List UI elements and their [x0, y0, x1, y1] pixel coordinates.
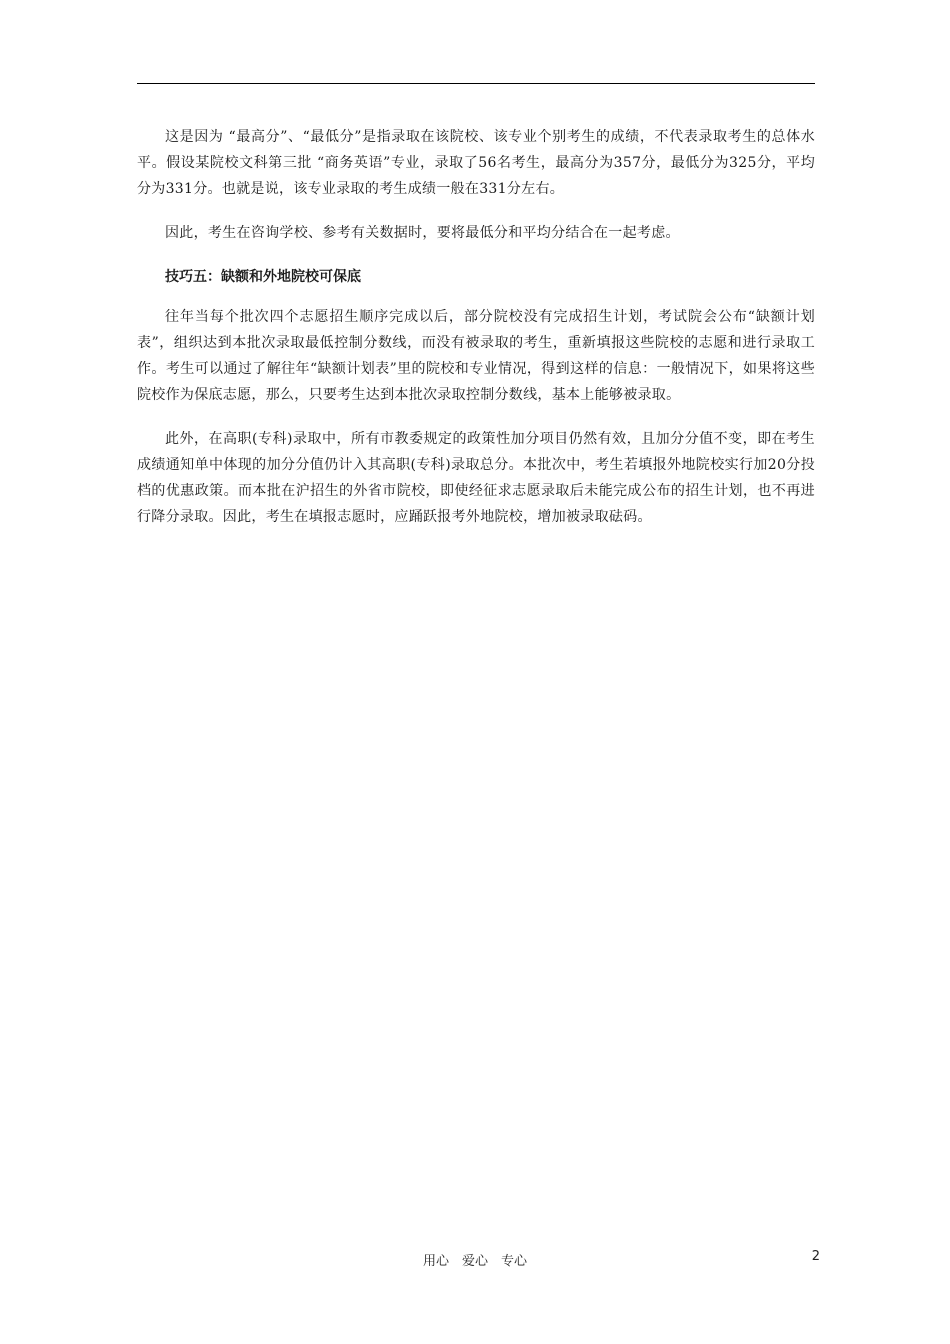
- paragraph-4: 此外，在高职(专科)录取中，所有市教委规定的政策性加分项目仍然有效，且加分分值不变，即在考生成绩通知单中体现的加分分值仍计入其高职(专科)录取总分。本批次中，考生若填报外地院校实行加20分投档的优惠政策。而本批在沪招生的外省市院校，即使经征求志愿录取后未能完成公布的招生计划，也不再进行降分录取。因此，考生在填报志愿时，应踊跃报考外地院校，增加被录取砝码。: [137, 431, 815, 525]
- header-rule: [137, 83, 815, 84]
- page-number: 2: [811, 1249, 820, 1264]
- paragraph-1: 这是因为 “最高分”、“最低分”是指录取在该院校、该专业个别考生的成绩，不代表录取考生的总体水平。假设某院校文科第三批 “商务英语”专业，录取了56名考生，最高分为357分，最低分为325分，平均分为331分。也就是说，该专业录取的考生成绩一般在331分左右。: [137, 129, 815, 197]
- document-body: [137, 124, 815, 548]
- paragraph-2: 因此，考生在咨询学校、参考有关数据时，要将最低分和平均分结合在一起考虑。: [165, 225, 680, 241]
- footer-motto: 用心 爱心 专心: [422, 1254, 527, 1269]
- section-heading: 技巧五：缺额和外地院校可保底: [165, 269, 361, 285]
- paragraph-3: 往年当每个批次四个志愿招生顺序完成以后，部分院校没有完成招生计划，考试院会公布“缺额计划表”，组织达到本批次录取最低控制分数线，而没有被录取的考生，重新填报这些院校的志愿和进行录取工作。考生可以通过了解往年“缺额计划表”里的院校和专业情况，得到这样的信息：一般情况下，如果将这些院校作为保底志愿，那么，只要考生达到本批次录取控制分数线，基本上能够被录取。: [137, 309, 815, 403]
